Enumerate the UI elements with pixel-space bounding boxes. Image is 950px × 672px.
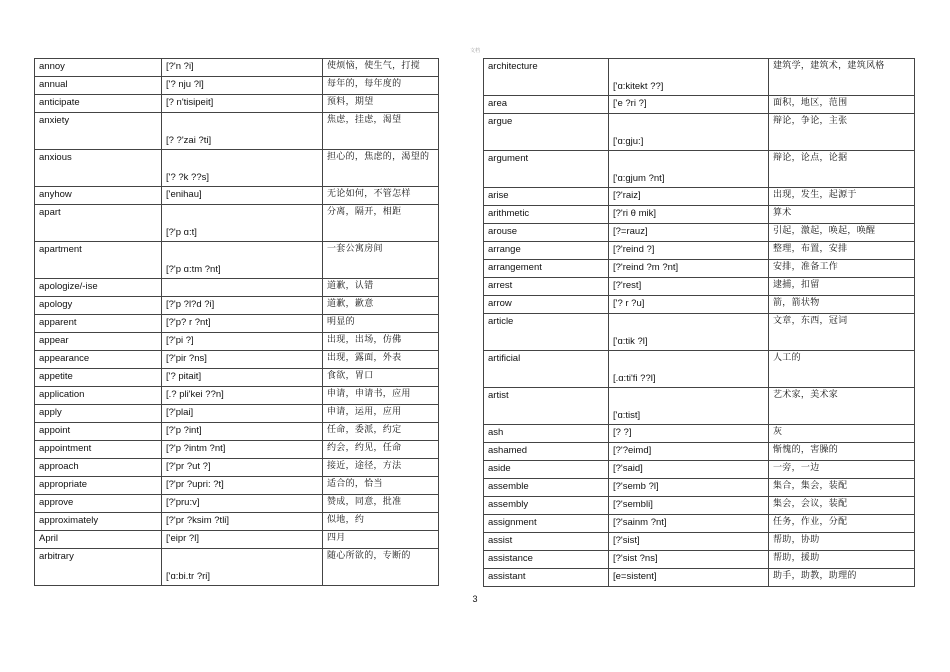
word-cell: article [484,314,609,351]
word-cell: assemble [484,479,609,497]
phonetic-cell: [? n'tisipeit] [162,95,323,113]
vocab-row [35,369,439,387]
vocab-row [35,242,439,279]
word-cell: apart [35,205,162,242]
vocab-row [484,533,915,551]
phonetic-cell: [?'plai] [162,405,323,423]
meaning-cell: 引起，激起，唤起，唤醒 [769,224,915,242]
meaning-cell: 赞成，同意，批准 [323,495,439,513]
word-cell: annual [35,77,162,95]
meaning-cell: 艺术家，美术家 [769,388,915,425]
vocab-row [35,315,439,333]
vocab-row [35,441,439,459]
vocab-row [484,497,915,515]
word-cell: arrange [484,242,609,260]
word-cell: approximately [35,513,162,531]
meaning-cell: 集会，会议，装配 [769,497,915,515]
vocab-row [35,405,439,423]
word-cell: argue [484,114,609,151]
vocab-row [484,151,915,188]
meaning-cell: 焦虑，挂虑，渴望 [323,113,439,150]
vocab-row [484,260,915,278]
word-cell: ash [484,425,609,443]
vocab-row [35,279,439,297]
meaning-cell: 辩论，论点，论据 [769,151,915,188]
phonetic-cell: ['enihau] [162,187,323,205]
vocab-row [484,278,915,296]
meaning-cell: 灰 [769,425,915,443]
word-cell: appointment [35,441,162,459]
word-cell: apologize/-ise [35,279,162,297]
vocab-row [484,461,915,479]
word-cell: approve [35,495,162,513]
word-cell: appear [35,333,162,351]
meaning-cell: 出现，发生，起源于 [769,188,915,206]
phonetic-cell: ['ɑ:tik ?l] [609,314,769,351]
phonetic-cell: [?'said] [609,461,769,479]
vocab-row [484,59,915,96]
phonetic-cell: [?'p ?l?d ?i] [162,297,323,315]
phonetic-cell: ['? r ?u] [609,296,769,314]
phonetic-cell: [.ɑ:ti'fi ??l] [609,351,769,388]
vocab-row [484,188,915,206]
word-cell: April [35,531,162,549]
word-cell: apply [35,405,162,423]
meaning-cell: 箭，箭状物 [769,296,915,314]
word-cell: anxious [35,150,162,187]
phonetic-cell: ['ɑ:gjum ?nt] [609,151,769,188]
phonetic-cell: [?'pru:v] [162,495,323,513]
vocab-row [484,425,915,443]
meaning-cell: 整理，布置，安排 [769,242,915,260]
phonetic-cell: [?'p? r ?nt] [162,315,323,333]
vocab-row [35,187,439,205]
meaning-cell: 帮助，协助 [769,533,915,551]
phonetic-cell: [?'p ?intm ?nt] [162,441,323,459]
meaning-cell: 申请，申请书，应用 [323,387,439,405]
phonetic-cell: ['? nju ?l] [162,77,323,95]
meaning-cell: 人工的 [769,351,915,388]
phonetic-cell: [?'p ɑ:t] [162,205,323,242]
phonetic-cell: [?=rauz] [609,224,769,242]
meaning-cell: 似地，约 [323,513,439,531]
phonetic-cell: [?'n ?i] [162,59,323,77]
meaning-cell: 食欲，胃口 [323,369,439,387]
vocab-row [35,351,439,369]
word-cell: anticipate [35,95,162,113]
word-cell: apparent [35,315,162,333]
vocab-row [35,59,439,77]
phonetic-cell: [e=sistent] [609,569,769,587]
phonetic-cell: ['e ?ri ?] [609,96,769,114]
phonetic-cell: [.? pli'kei ??n] [162,387,323,405]
phonetic-cell: [?'sist ?ns] [609,551,769,569]
vocab-row [35,333,439,351]
word-cell: assist [484,533,609,551]
vocab-row [484,515,915,533]
meaning-cell: 出现，出场，仿佛 [323,333,439,351]
word-cell: artificial [484,351,609,388]
meaning-cell: 四月 [323,531,439,549]
phonetic-cell: [?'pr ?ut ?] [162,459,323,477]
word-cell: apology [35,297,162,315]
phonetic-cell: ['ɑ:tist] [609,388,769,425]
vocab-row [484,314,915,351]
vocab-row [35,423,439,441]
vocab-table-left [34,58,439,586]
phonetic-cell: ['ɑ:gju:] [609,114,769,151]
meaning-cell: 适合的，恰当 [323,477,439,495]
phonetic-cell: [?'reind ?m ?nt] [609,260,769,278]
vocab-row [35,150,439,187]
phonetic-cell: [?'pr ?upri: ?t] [162,477,323,495]
meaning-cell: 任命，委派，约定 [323,423,439,441]
vocab-row [484,296,915,314]
phonetic-cell: [?'sembli] [609,497,769,515]
meaning-cell: 文章，东西，冠词 [769,314,915,351]
vocab-row [484,351,915,388]
meaning-cell: 约会，约见，任命 [323,441,439,459]
phonetic-cell: [?'p ?int] [162,423,323,441]
meaning-cell: 申请，运用，应用 [323,405,439,423]
meaning-cell: 无论如何，不管怎样 [323,187,439,205]
meaning-cell: 预料，期望 [323,95,439,113]
phonetic-cell: [?'ri θ mik] [609,206,769,224]
word-cell: application [35,387,162,405]
phonetic-cell: [?'rest] [609,278,769,296]
phonetic-cell: ['eipr ?l] [162,531,323,549]
meaning-cell: 出现，露面，外表 [323,351,439,369]
meaning-cell: 分离，隔开，相距 [323,205,439,242]
vocab-row [35,531,439,549]
vocab-row [35,205,439,242]
word-cell: assembly [484,497,609,515]
vocab-row [35,549,439,586]
word-cell: anyhow [35,187,162,205]
word-cell: assistance [484,551,609,569]
meaning-cell: 集合，集会，装配 [769,479,915,497]
vocab-row [484,242,915,260]
meaning-cell: 建筑学，建筑术，建筑风格 [769,59,915,96]
vocab-row [35,387,439,405]
word-cell: anxiety [35,113,162,150]
vocab-row [484,388,915,425]
meaning-cell: 逮捕，扣留 [769,278,915,296]
phonetic-cell: [?'sainm ?nt] [609,515,769,533]
phonetic-cell: [?'pi ?] [162,333,323,351]
vocab-row [484,569,915,587]
vocab-row [484,206,915,224]
phonetic-cell: [?'pir ?ns] [162,351,323,369]
word-cell: area [484,96,609,114]
vocab-row [484,443,915,461]
meaning-cell: 明显的 [323,315,439,333]
page-watermark: 文档 [469,48,480,54]
meaning-cell: 任务，作业，分配 [769,515,915,533]
word-cell: arouse [484,224,609,242]
word-cell: aside [484,461,609,479]
meaning-cell: 每年的，每年度的 [323,77,439,95]
word-cell: arrangement [484,260,609,278]
word-cell: appropriate [35,477,162,495]
phonetic-cell: [?'?eimd] [609,443,769,461]
phonetic-cell: ['ɑ:bi.tr ?ri] [162,549,323,586]
meaning-cell: 安排，准备工作 [769,260,915,278]
word-cell: assistant [484,569,609,587]
vocab-row [35,297,439,315]
meaning-cell: 帮助，援助 [769,551,915,569]
phonetic-cell: [?'semb ?l] [609,479,769,497]
word-cell: arbitrary [35,549,162,586]
phonetic-cell: [?'raiz] [609,188,769,206]
phonetic-cell: [? ?] [609,425,769,443]
meaning-cell: 面积，地区，范围 [769,96,915,114]
vocab-row [35,113,439,150]
meaning-cell: 惭愧的，害臊的 [769,443,915,461]
vocab-row [35,77,439,95]
word-cell: arrow [484,296,609,314]
phonetic-cell: ['? ?k ??s] [162,150,323,187]
word-cell: assignment [484,515,609,533]
vocab-row [484,114,915,151]
meaning-cell: 一旁，一边 [769,461,915,479]
meaning-cell: 算术 [769,206,915,224]
word-cell: apartment [35,242,162,279]
meaning-cell: 道歉，歉意 [323,297,439,315]
vocab-table-right [483,58,915,587]
word-cell: appoint [35,423,162,441]
vocab-row [484,551,915,569]
word-cell: argument [484,151,609,188]
word-cell: approach [35,459,162,477]
phonetic-cell: [?'pr ?ksim ?tli] [162,513,323,531]
phonetic-cell: ['? pitait] [162,369,323,387]
phonetic-cell: ['ɑ:kitekt ??] [609,59,769,96]
meaning-cell: 担心的，焦虑的，渴望的 [323,150,439,187]
word-cell: appearance [35,351,162,369]
vocab-row [35,495,439,513]
meaning-cell: 接近，途径，方法 [323,459,439,477]
word-cell: annoy [35,59,162,77]
word-cell: architecture [484,59,609,96]
vocab-row [35,459,439,477]
phonetic-cell [162,279,323,297]
vocab-row [35,513,439,531]
meaning-cell: 助手，助教，助理的 [769,569,915,587]
vocab-row [35,477,439,495]
phonetic-cell: [?'sist] [609,533,769,551]
word-cell: artist [484,388,609,425]
word-cell: ashamed [484,443,609,461]
word-cell: appetite [35,369,162,387]
meaning-cell: 使烦恼，使生气，打搅 [323,59,439,77]
vocab-row [484,224,915,242]
phonetic-cell: [?'p ɑ:tm ?nt] [162,242,323,279]
page-number: 3 [472,594,478,604]
meaning-cell: 道歉，认错 [323,279,439,297]
vocab-row [35,95,439,113]
phonetic-cell: [? ?'zai ?ti] [162,113,323,150]
vocab-row [484,479,915,497]
meaning-cell: 随心所欲的，专断的 [323,549,439,586]
word-cell: arithmetic [484,206,609,224]
word-cell: arrest [484,278,609,296]
phonetic-cell: [?'reind ?] [609,242,769,260]
meaning-cell: 辩论，争论，主张 [769,114,915,151]
meaning-cell: 一套公寓房间 [323,242,439,279]
vocab-row [484,96,915,114]
word-cell: arise [484,188,609,206]
